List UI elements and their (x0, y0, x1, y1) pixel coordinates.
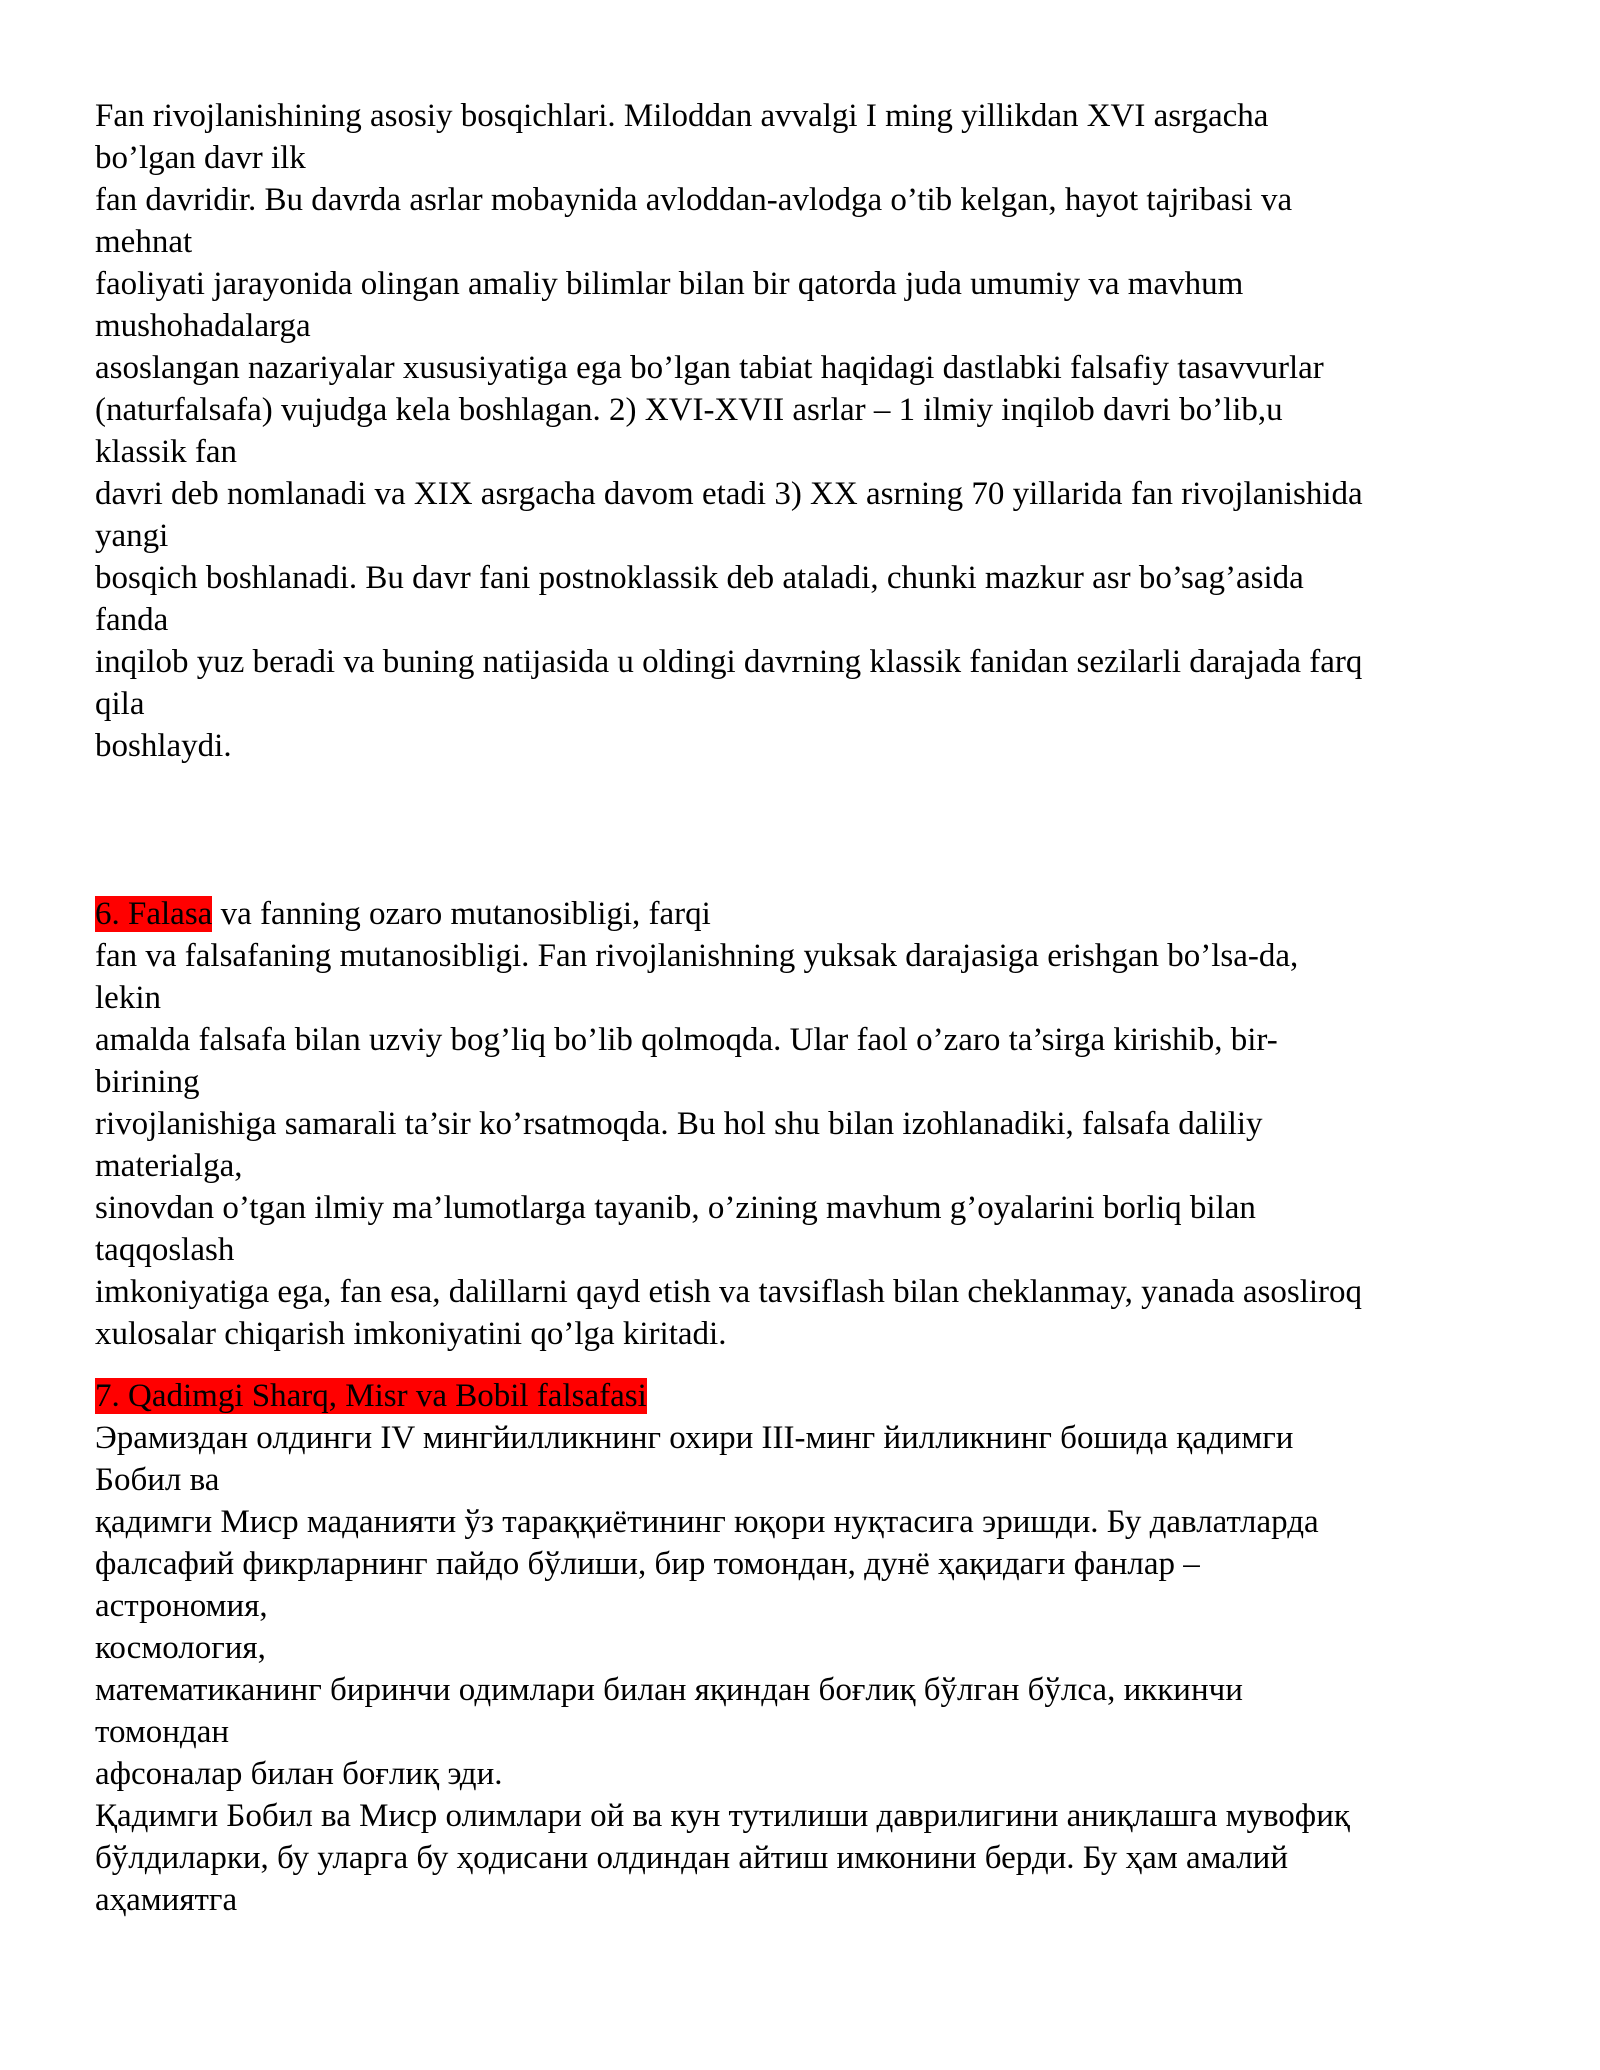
text-line: mushohadalarga (95, 308, 311, 344)
text-line: xulosalar chiqarish imkoniyatini qo’lga kiritadi. (95, 1316, 727, 1352)
text-line: афсоналар билан боғлиқ эди. (95, 1756, 503, 1792)
section-6 (95, 893, 1515, 1355)
text-line: amalda falsafa bilan uzviy bog’liq bo’lib qolmoqda. Ular faol o’zaro ta’sirga kirishib, bir- (95, 1022, 1278, 1058)
text-line: фалсафий фикрларнинг пайдо бўлиши, бир томондан, дунё ҳақидаги фанлар – (95, 1546, 1200, 1582)
text-line: математиканинг биринчи одимлари билан яқиндан боғлиқ бўлган бўлса, иккинчи (95, 1672, 1243, 1708)
text-line: klassik fan (95, 434, 238, 470)
text-line: materialga, (95, 1148, 243, 1184)
text-line: Эрамиздан олдинги IV мингйилликнинг охири III-минг йилликнинг бошида қадимги (95, 1420, 1294, 1456)
paragraph-science-stages (95, 95, 1515, 767)
text-line: Бобил ва (95, 1462, 220, 1498)
text-line: қадимги Миср маданияти ўз тараққиётининг юқори нуқтасига эришди. Бу давлатларда (95, 1504, 1319, 1540)
highlighted-heading-text: 7. Qadimgi Sharq, Misr va Bobil falsafasi (95, 1378, 647, 1414)
highlighted-heading-text: 6. Falasa (95, 896, 213, 932)
text-line: faoliyati jarayonida olingan amaliy bilimlar bilan bir qatorda juda umumiy va mavhum (95, 266, 1244, 302)
text-line: космология, (95, 1630, 266, 1666)
text-line: boshlaydi. (95, 728, 232, 764)
text-line: imkoniyatiga ega, fan esa, dalillarni qayd etish va tavsiflash bilan cheklanmay, yanada asosliroq (95, 1274, 1363, 1310)
spacer (95, 767, 1515, 893)
text-line: lekin (95, 980, 161, 1016)
text-line: davri deb nomlanadi va XIX asrgacha davom etadi 3) XX asrning 70 yillarida fan rivojlanishida (95, 476, 1363, 512)
text-line: Fan rivojlanishining asosiy bosqichlari. Miloddan avvalgi I ming yillikdan XVI asrgacha (95, 98, 1269, 134)
text-line: asoslangan nazariyalar xususiyatiga ega bo’lgan tabiat haqidagi dastlabki falsafiy tasavvurlar (95, 350, 1324, 386)
section-7 (95, 1375, 1515, 1921)
text-line: Қадимги Бобил ва Миср олимлари ой ва кун тутилиши даврилигини аниқлашга мувофиқ (95, 1798, 1350, 1834)
text-line: bo’lgan davr ilk (95, 140, 306, 176)
text-line: qila (95, 686, 145, 722)
text-line: birining (95, 1064, 200, 1100)
text-line: bosqich boshlanadi. Bu davr fani postnoklassik deb ataladi, chunki mazkur asr bo’sag’asida (95, 560, 1304, 596)
text-line: астрономия, (95, 1588, 268, 1624)
text-line: rivojlanishiga samarali ta’sir ko’rsatmoqda. Bu hol shu bilan izohlanadiki, falsafa daliliy (95, 1106, 1263, 1142)
text-line: inqilob yuz beradi va buning natijasida u oldingi davrning klassik fanidan sezilarli darajada farq (95, 644, 1363, 680)
text-line: mehnat (95, 224, 193, 260)
section-6-heading (95, 893, 1515, 935)
text-line: sinovdan o’tgan ilmiy ma’lumotlarga tayanib, o’zining mavhum g’oyalarini borliq bilan (95, 1190, 1256, 1226)
document-page (95, 95, 1515, 1921)
text-line: taqqoslash (95, 1232, 235, 1268)
section-7-heading (95, 1375, 1515, 1417)
text-line: бўлдиларки, бу уларга бу ҳодисани олдиндан айтиш имконини берди. Бу ҳам амалий (95, 1840, 1288, 1876)
heading-text: va fanning ozaro mutanosibligi, farqi (212, 896, 711, 932)
spacer (95, 1355, 1515, 1375)
text-line: fanda (95, 602, 169, 638)
text-line: (naturfalsafa) vujudga kela boshlagan. 2) XVI-XVII asrlar – 1 ilmiy inqilob davri bo’lib,u (95, 392, 1283, 428)
text-line: yangi (95, 518, 169, 554)
text-line: fan va falsafaning mutanosibligi. Fan rivojlanishning yuksak darajasiga erishgan bo’lsa-da, (95, 938, 1299, 974)
text-line: аҳамиятга (95, 1882, 238, 1918)
text-line: fan davridir. Bu davrda asrlar mobaynida avloddan-avlodga o’tib kelgan, hayot tajribasi va (95, 182, 1293, 218)
text-line: томондан (95, 1714, 229, 1750)
